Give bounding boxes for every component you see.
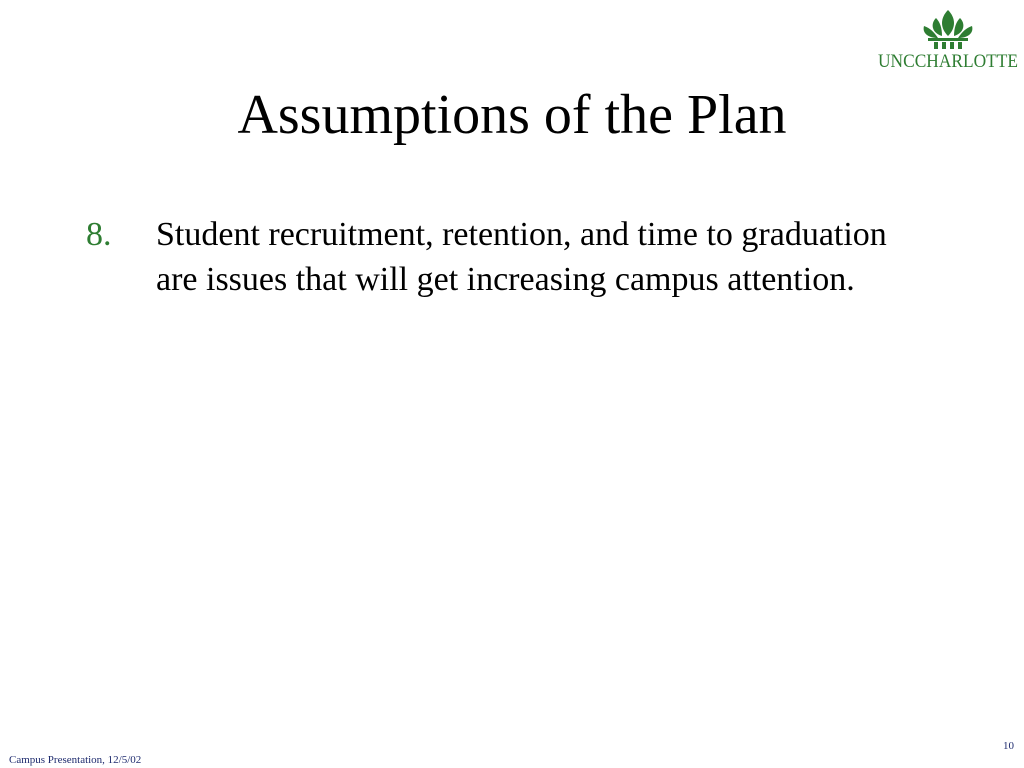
- numbered-list: [86, 212, 906, 302]
- page-number: 10: [1003, 740, 1014, 752]
- logo-wordmark: UNCCHARLOTTE: [878, 51, 1018, 72]
- crown-leaves-icon: [876, 6, 1020, 72]
- slide-title: Assumptions of the Plan: [237, 84, 787, 146]
- list-item-number: 8.: [86, 216, 112, 253]
- list-item: [86, 212, 906, 302]
- list-item-text: Student recruitment, retention, and time to graduation are issues that will get increasing campus attention.: [156, 216, 887, 298]
- unc-charlotte-logo: [876, 6, 1020, 72]
- footer-caption: Campus Presentation, 12/5/02: [9, 754, 142, 766]
